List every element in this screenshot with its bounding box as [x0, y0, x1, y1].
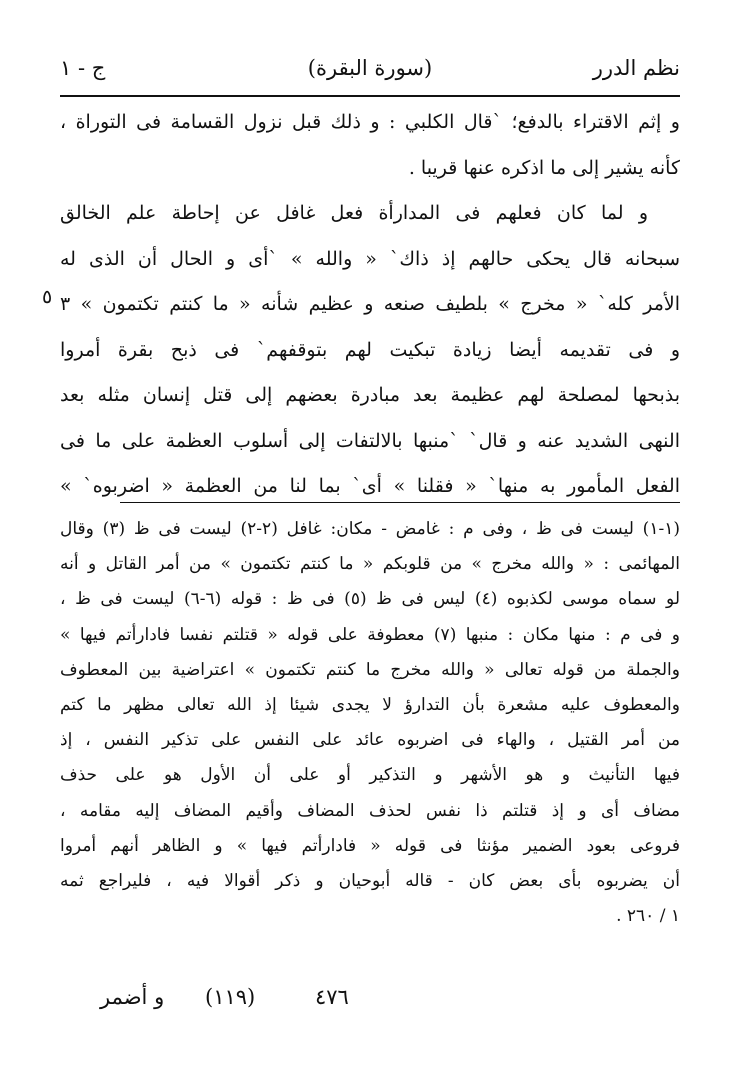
- main-text-line: الفعل المأمور به منها` « فقلنا » أى` بما لنا من العظمة « اضربوه` »: [60, 475, 680, 497]
- main-text-line: كأنه يشير إلى ما اذكره عنها قريبا .: [408, 156, 680, 179]
- page-header: [60, 52, 680, 92]
- footnote-line: و فى م : منها مكان : منبها (٧) معطوفة على قوله « قتلتم نفسا فادارأتم فيها »: [60, 624, 680, 645]
- main-text-line: و لما كان فعلهم فى المدارأة فعل غافل عن إحاطة علم الخالق: [60, 202, 648, 224]
- page-footer: [60, 985, 680, 1025]
- footnote-line: والجملة من قوله تعالى « والله مخرج ما كنتم تكتمون » اعتراضية بين المعطوف: [60, 659, 680, 680]
- footnote-line: والمعطوف عليه مشعرة بأن التدارؤ لا يجدى شيئا إذ الله تعالى مظهر ما كتم: [60, 694, 680, 715]
- header-rule: [60, 95, 680, 97]
- footnote-line: فيها التأنيث و هو الأشهر و التذكير أو على أن الأول هو على حذف: [60, 765, 680, 786]
- footnote-line: (١-١) ليست فى ظ ، وفى م : غامض - مكان: غافل (٢-٢) ليست فى ظ (٣) وقال: [60, 519, 680, 539]
- main-text-line: النهى الشديد عنه و قال` `منبها بالالتفات إلى أسلوب العظمة على ما فى: [60, 429, 680, 452]
- volume-label: ج - ١: [60, 56, 106, 80]
- main-text-line: و فى تقديمه أيضا زيادة تبكيت لهم بتوقفهم` فى ذبح بقرة أمروا: [60, 338, 680, 361]
- main-text: [60, 100, 680, 510]
- main-text-line: و إثم الاقتراء بالدفع؛ `قال الكلبي : و ذلك قبل نزول القسامة فى التوراة ،: [60, 111, 680, 133]
- surah-title: (سورة البقرة): [307, 56, 433, 80]
- main-text-line: سبحانه قال يحكى حالهم إذ ذاك` « والله » `أى و الحال أن الذى له: [60, 247, 680, 270]
- line-number-marker: ٥: [42, 286, 53, 308]
- footnote-line: مضاف أى و إذ قتلتم ذا نفس لحذف المضاف وأقيم المضاف إليه مقامه ،: [60, 800, 680, 821]
- catchword: و أضمر: [100, 985, 165, 1009]
- footnote-line: أن يضربوه بأى بعض كان - قاله أبوحيان و ذكر أقوالا فيه ، فليراجع ثمه: [60, 870, 680, 891]
- main-text-line: الأمر كله` « مخرج » بلطيف صنعه و عظيم شأنه « ما كنتم تكتمون » ٣: [60, 293, 680, 315]
- footnote-line: لو سماه موسى لكذبوه (٤) ليس فى ظ (٥) فى ظ : قوله (٦-٦) ليست فى ظ ،: [60, 589, 680, 610]
- footnote-line: من أمر القتيل ، والهاء فى اضربوه عائد على النفس على تذكير النفس ، إذ: [60, 730, 680, 751]
- footnotes: [60, 512, 680, 934]
- footnote-line: ١ / ٢٦٠ .: [616, 906, 680, 927]
- book-title: نظم الدرر: [592, 56, 680, 80]
- footnote-rule: [120, 502, 680, 503]
- bracket-page-number: (١١٩): [205, 985, 256, 1009]
- footnote-line: المهائمى : « والله مخرج » من قلوبكم « ما كنتم تكتمون » من أمر القاتل و أنه: [60, 554, 680, 575]
- page-number: ٤٧٦: [315, 985, 349, 1009]
- main-text-line: بذبحها لمصلحة لهم عظيمة بعد مبادرة بعضهم إلى قتل إنسان مثله بعد: [60, 384, 680, 406]
- footnote-line: فروعى بعود الضمير مؤنثا فى قوله « فادارأتم فيها » و الظاهر أنهم أمروا: [60, 835, 680, 856]
